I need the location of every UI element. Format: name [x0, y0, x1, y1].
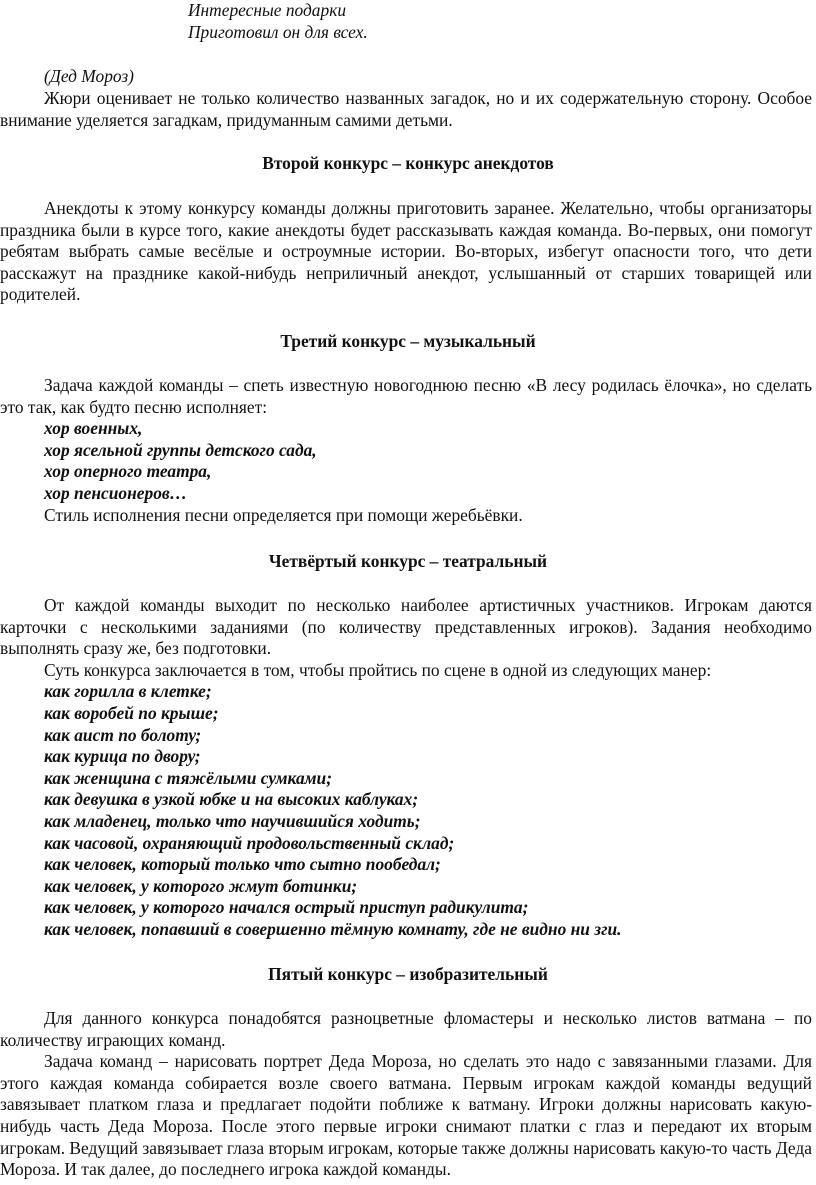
contest-2-block: [0, 198, 812, 306]
list-item: как воробей по крыше;: [44, 702, 219, 723]
contest-5-block: [0, 1008, 812, 1181]
list-item: хор военных,: [44, 418, 143, 439]
poem-author: (Дед Мороз): [44, 66, 134, 86]
list-item: хор пенсионеров…: [44, 482, 188, 503]
list-item: как женщина с тяжёлыми сумками;: [44, 767, 333, 788]
poem-line-2: Приготовил он для всех.: [188, 22, 368, 42]
list-item: как часовой, охраняющий продовольственный склад;: [44, 832, 455, 853]
poem-line-1: Интересные подарки: [188, 0, 347, 20]
jury-paragraph-block: [0, 88, 812, 131]
contest-3-intro: Задача каждой команды – спеть известную новогоднюю песню «В лесу родилась ёлочка», но сделать это так, как будто песню исполняет:: [0, 375, 812, 417]
list-item: как человек, попавший в совершенно тёмную комнату, где не видно ни зги.: [44, 918, 622, 939]
contest-5-heading: Пятый конкурс – изобразительный: [268, 964, 548, 984]
list-item: как человек, у которого жмут ботинки;: [44, 875, 358, 896]
list-item: как девушка в узкой юбке и на высоких каблуках;: [44, 789, 419, 810]
contest-5-paragraph-2: Задача команд – нарисовать портрет Деда Мороза, но сделать это надо с завязанными глазами. Для этого каждая команда собирается возле своего ватмана. Первым игрокам каждой команды ведущий завязывает платком глаза и предлагает подойти поближе к ватману. Игроки должны нарисовать какую-нибудь часть Деда Мороза. После этого первые игроки снимают платки с глаз и передают их вторым игрокам. Ведущий завязывает глаза вторым игрокам, которые также должны нарисовать какую-то часть Деда Мороза. И так далее, до последнего игрока каждой команды.: [0, 1051, 812, 1180]
contest-3-list: [0, 418, 812, 504]
contest-4-intro: Суть конкурса заключается в том, чтобы пройтись по сцене в одной из следующих манер:: [44, 659, 712, 680]
contest-4-list: [0, 681, 812, 940]
contest-5-paragraph-1: Для данного конкурса понадобятся разноцветные фломастеры и несколько листов ватмана – по количеству играющих команд.: [0, 1008, 812, 1050]
contest-4-block: [0, 595, 812, 941]
list-item: как горилла в клетке;: [44, 681, 212, 702]
list-item: как курица по двору;: [44, 746, 201, 767]
list-item: хор ясельной группы детского сада,: [44, 439, 317, 460]
contest-3-heading: Третий конкурс – музыкальный: [280, 331, 536, 351]
contest-4-paragraph: От каждой команды выходит по несколько наиболее артистичных участников. Игрокам даются карточки с несколькими заданиями (по количеству представленных игроков). Задания необходимо выполнять сразу же, без подготовки.: [0, 595, 812, 659]
list-item: как аист по болоту;: [44, 724, 202, 745]
contest-2-paragraph: Анекдоты к этому конкурсу команды должны приготовить заранее. Желательно, чтобы организаторы праздника были в курсе того, какие анекдоты будет рассказывать каждая команда. Во-первых, они помогут ребятам выбрать самые весёлые и остроумные истории. Во-вторых, избегут опасности того, что дети расскажут на празднике какой-нибудь неприличный анекдот, услышанный от старших товарищей или родителей.: [0, 198, 812, 305]
jury-paragraph: Жюри оценивает не только количество названных загадок, но и их содержательную сторону. Особое внимание уделяется загадкам, придуманным самими детьми.: [0, 88, 812, 130]
contest-3-outro: Стиль исполнения песни определяется при помощи жеребьёвки.: [44, 504, 523, 525]
list-item: как младенец, только что научившийся ходить;: [44, 810, 421, 831]
list-item: как человек, который только что сытно пообедал;: [44, 854, 441, 875]
contest-4-heading: Четвёртый конкурс – театральный: [268, 551, 548, 571]
contest-2-heading: Второй конкурс – конкурс анекдотов: [262, 153, 554, 173]
list-item: хор оперного театра,: [44, 461, 212, 482]
contest-3-block: [0, 375, 812, 526]
list-item: как человек, у которого начался острый приступ радикулита;: [44, 897, 529, 918]
